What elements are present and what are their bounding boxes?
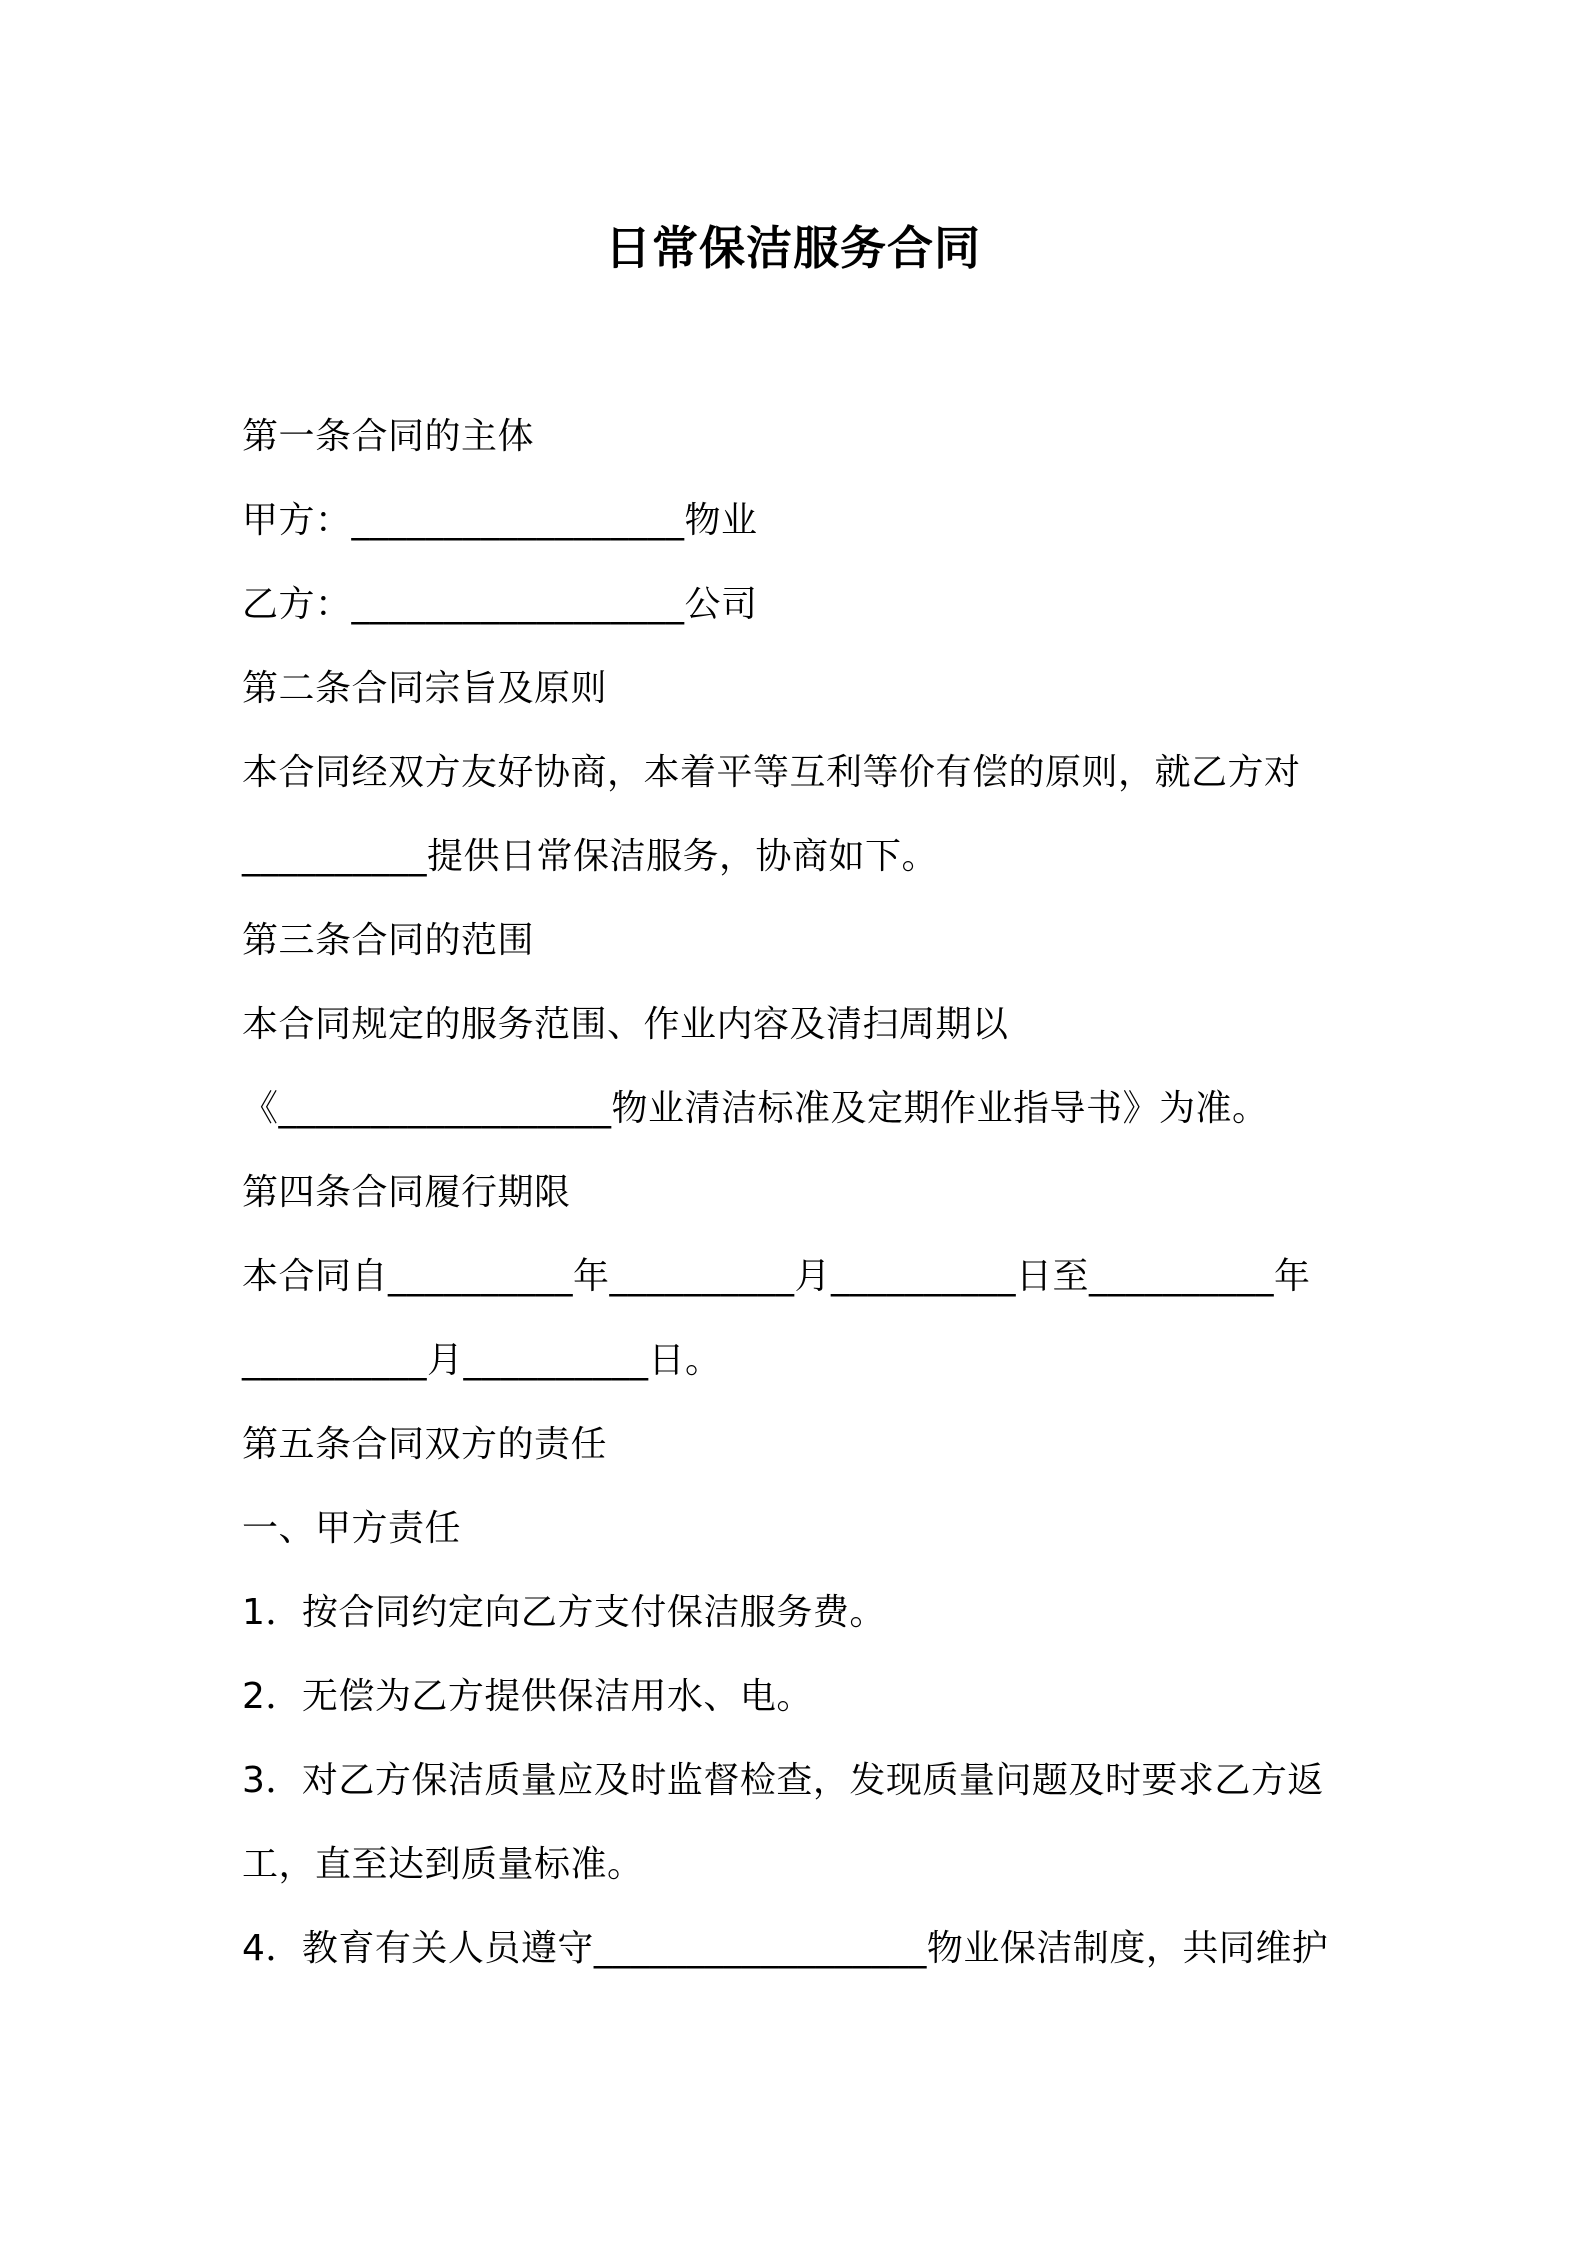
duty-item-4-line-1: 4．教育有关人员遵守__________________物业保洁制度，共同维护 [242,1928,1329,1969]
duty-item-1: 1．按合同约定向乙方支付保洁服务费。 [242,1592,886,1633]
clause-4-text-line-1: 本合同自__________年__________月__________日至__________年 [242,1256,1311,1297]
clause-4-text-line-2: __________月__________日。 [242,1340,722,1381]
clause-2-heading: 第二条合同宗旨及原则 [242,668,608,709]
duty-item-2: 2．无偿为乙方提供保洁用水、电。 [242,1676,813,1717]
clause-3-text-line-1: 本合同规定的服务范围、作业内容及清扫周期以 [242,1004,1009,1045]
party-a-line: 甲方：__________________物业 [242,500,758,541]
clause-3-text-line-2: 《__________________物业清洁标准及定期作业指导书》为准。 [242,1088,1269,1129]
duty-item-3-line-1: 3．对乙方保洁质量应及时监督检查，发现质量问题及时要求乙方返 [242,1760,1324,1801]
clause-2-text-line-2: __________提供日常保洁服务，协商如下。 [242,836,939,877]
clause-4-heading: 第四条合同履行期限 [242,1172,571,1213]
clause-1-heading: 第一条合同的主体 [242,416,535,457]
duty-item-3-line-2: 工，直至达到质量标准。 [242,1844,644,1885]
clause-2-text-line-1: 本合同经双方友好协商，本着平等互利等价有偿的原则，就乙方对 [242,752,1301,793]
clause-3-heading: 第三条合同的范围 [242,920,535,961]
party-a-duties-heading: 一、甲方责任 [242,1508,462,1549]
party-b-line: 乙方：__________________公司 [242,584,758,625]
document-title: 日常保洁服务合同 [605,221,981,275]
clause-5-heading: 第五条合同双方的责任 [242,1424,608,1465]
